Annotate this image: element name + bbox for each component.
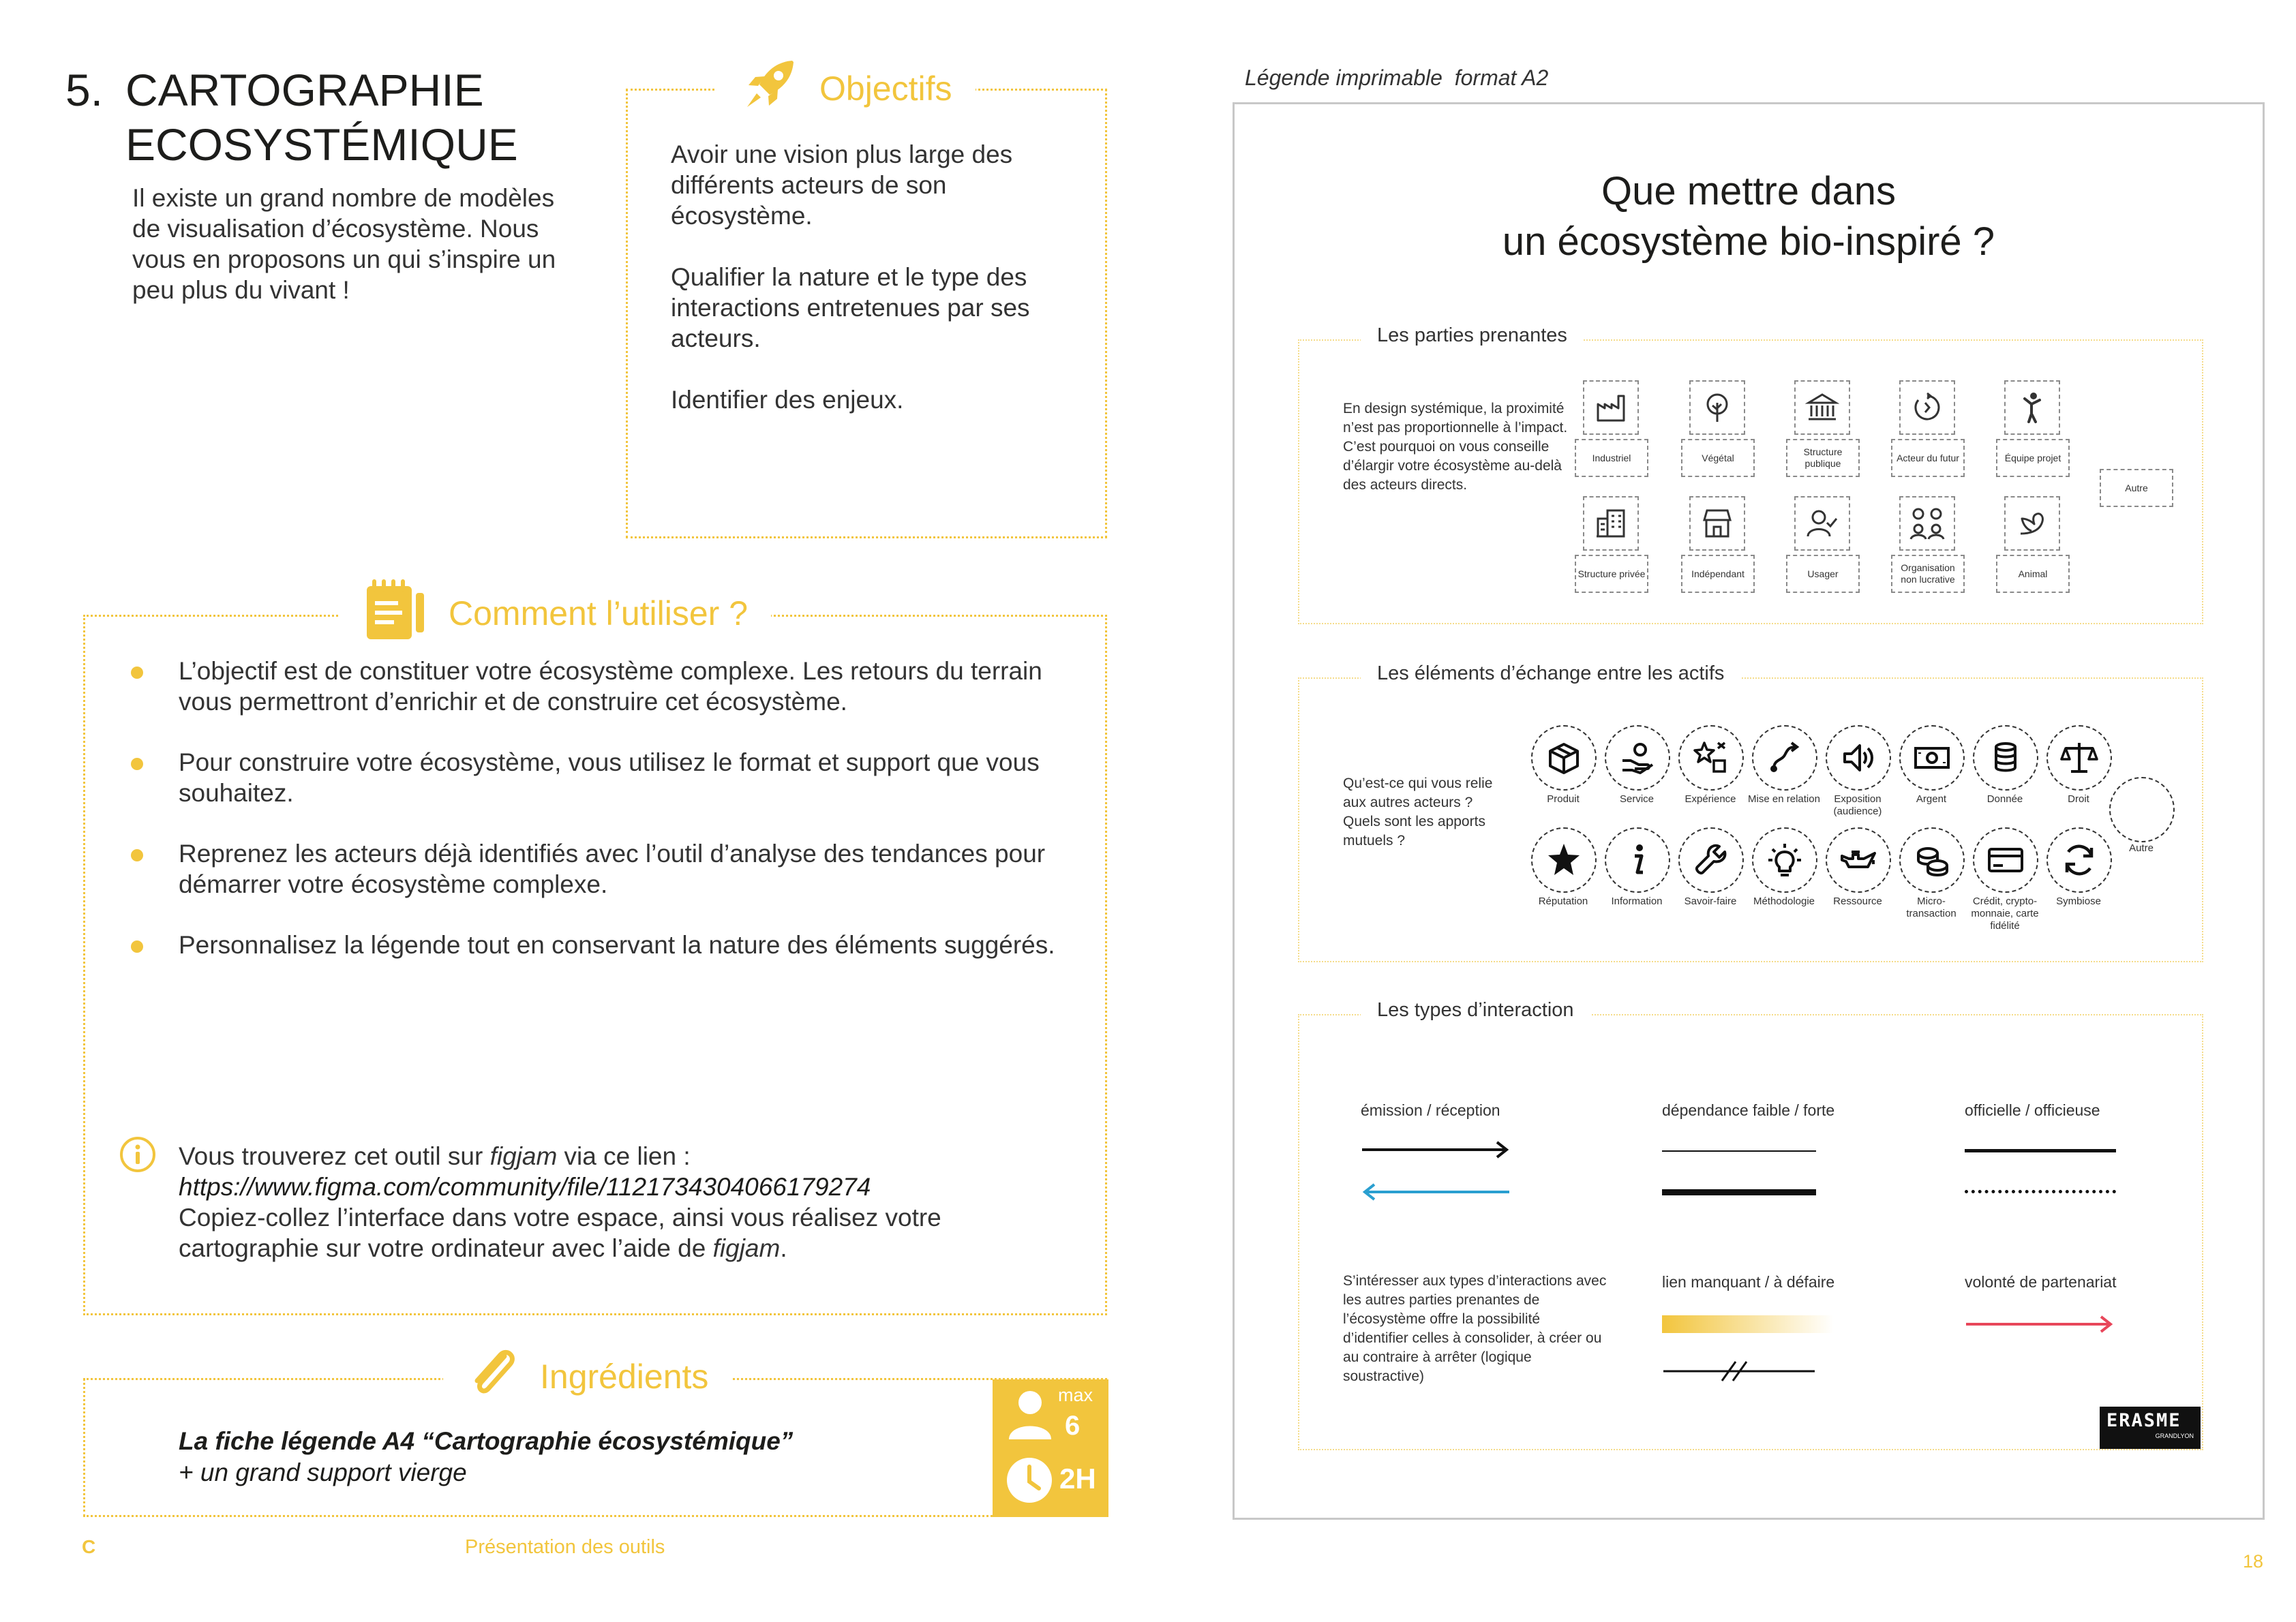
tree-icon <box>1700 391 1734 425</box>
information-circle <box>1605 827 1670 893</box>
info-line1-pre: Vous trouverez cet outil sur <box>179 1142 490 1170</box>
label-usager: Usager <box>1786 555 1860 593</box>
unofficial-line <box>1965 1190 2116 1193</box>
erasme-logo <box>2100 1407 2201 1449</box>
exchanges-description: Qu’est-ce qui vous relie aux autres acteurs ? Quels sont les apports mutuels ? <box>1343 776 1493 848</box>
cycle-icon <box>2061 842 2097 878</box>
strong-line <box>1662 1189 1816 1195</box>
label-acteur-futur: Acteur du futur <box>1891 439 1965 477</box>
building-icon-box <box>1583 496 1639 551</box>
label-structure-publique: Structure publique <box>1786 439 1860 477</box>
interactions-title: Les types d’interaction <box>1361 999 1590 1022</box>
methodologie-label: Méthodologie <box>1753 896 1815 907</box>
ressource-circle <box>1826 827 1891 893</box>
list-item: Reprenez les acteurs déjà identifiés avec l’outil d’analyse des tendances pour démarrer votre écosystème complexe. <box>83 838 1065 900</box>
bird-icon <box>2015 506 2049 540</box>
legend-heading <box>1233 166 2265 267</box>
building-icon <box>1594 506 1628 540</box>
produit-label: Produit <box>1547 793 1580 805</box>
objectifs-header <box>716 63 976 114</box>
partner-arrow <box>1965 1314 2115 1334</box>
scales-icon <box>2060 740 2098 776</box>
legend-heading-line2: un écosystème bio-inspiré ? <box>1502 219 1995 264</box>
undo-line <box>1662 1358 1816 1385</box>
exchanges-title: Les éléments d’échange entre les actifs <box>1361 662 1740 685</box>
info-line4-em: figjam <box>712 1234 781 1262</box>
objectifs-p2: Qualifier la nature et le type des interactions entretenues par ses acteurs. <box>671 263 1030 352</box>
ingredients-title: Ingrédients <box>540 1358 709 1396</box>
rocket-icon <box>739 54 800 123</box>
relation-circle <box>1752 725 1817 791</box>
team-person-icon <box>2015 391 2049 425</box>
donnee-label: Donnée <box>1987 793 2023 805</box>
page-number: 18 <box>2243 1551 2264 1572</box>
info-line1 <box>179 1141 1078 1172</box>
savoir-faire-label: Savoir-faire <box>1684 896 1737 907</box>
legend-heading-line1: Que mettre dans <box>1601 169 1896 213</box>
donnee-circle <box>1973 725 2038 791</box>
list-item: Pour construire votre écosystème, vous utilisez le format et support que vous souhaitez. <box>83 747 1065 808</box>
future-clock-icon-box <box>1899 380 1955 435</box>
service-label: Service <box>1619 793 1655 805</box>
interactions-description: S’intéresser aux types d’interactions avec les autres parties prenantes de l’écosystème offre la possibilité d’identifier celles à consolider, à créer ou au contraire à arrêter (logique soustractive) <box>1343 1273 1607 1384</box>
ingredients-line1: La fiche légende A4 “Cartographie écosystémique” <box>179 1427 794 1455</box>
autre-exchange-label: Autre <box>2129 842 2154 854</box>
info-line3: Copiez-collez l’interface dans votre espace, ainsi vous réalisez votre <box>179 1204 941 1231</box>
info-line1-em: figjam <box>489 1142 558 1170</box>
relation-label: Mise en relation <box>1748 793 1820 805</box>
usage-header <box>338 581 771 646</box>
info-line1-post: via ce lien : <box>557 1142 691 1170</box>
shop-icon <box>1700 506 1734 540</box>
usage-bullets <box>83 656 1065 990</box>
italic-info-icon <box>1620 842 1655 878</box>
stakeholders-title: Les parties prenantes <box>1361 324 1584 347</box>
exposition-circle <box>1826 725 1891 791</box>
paperclip-icon <box>466 1344 521 1409</box>
clock-icon <box>1005 1456 1054 1508</box>
intro-text: Il existe un grand nombre de modèles de visualisation d’écosystème. Nous vous en proposons un qui s’inspire un peu plus du vivant ! <box>132 184 556 304</box>
card-icon <box>1987 842 2025 878</box>
bulb-icon <box>1767 842 1802 878</box>
route-icon <box>1767 740 1802 776</box>
droit-label: Droit <box>2068 793 2089 805</box>
credit-circle <box>1973 827 2038 893</box>
reputation-circle <box>1531 827 1597 893</box>
footer-text: Présentation des outils <box>465 1536 665 1558</box>
star-icon <box>1545 841 1583 879</box>
usage-title: Comment l’utiliser ? <box>449 594 749 632</box>
savoir-faire-circle <box>1678 827 1744 893</box>
logo-text: ERASME <box>2106 1410 2181 1431</box>
weak-line <box>1662 1150 1816 1152</box>
credit-label: Crédit, crypto-monnaie, carte fidélité <box>1971 896 2039 932</box>
argent-circle <box>1899 725 1965 791</box>
oilcan-icon <box>1839 842 1877 878</box>
person-icon-box <box>2004 380 2060 435</box>
label-independant: Indépendant <box>1681 555 1755 593</box>
partner-label: volonté de partenariat <box>1965 1273 2117 1291</box>
stakeholders-description: En design systémique, la proximité n’est pas proportionnelle à l’impact. C’est pourquoi on vous conseille d’élargir votre écosystème au-delà des acteurs directs. <box>1343 401 1568 493</box>
emission-arrow <box>1361 1139 1511 1160</box>
emission-label: émission / réception <box>1361 1101 1500 1119</box>
page-title-line2: ECOSYSTÉMIQUE <box>125 119 518 170</box>
label-animal: Animal <box>1996 555 2070 593</box>
footer-letter: C <box>82 1536 96 1557</box>
coins-icon <box>1913 842 1951 878</box>
factory-icon-box <box>1583 380 1639 435</box>
label-autre-stakeholder: Autre <box>2100 469 2173 507</box>
ingredients-badge <box>993 1379 1108 1517</box>
person-icon <box>1006 1389 1054 1444</box>
duration: 2H <box>1059 1463 1096 1495</box>
symbiose-label: Symbiose <box>2056 896 2101 907</box>
reception-arrow <box>1361 1182 1511 1202</box>
bank-icon-box <box>1794 380 1850 435</box>
dependance-label: dépendance faible / forte <box>1662 1101 1835 1119</box>
objectifs-text <box>671 139 1080 415</box>
missing-label: lien manquant / à défaire <box>1662 1273 1835 1291</box>
info-line4-post: . <box>780 1234 787 1262</box>
objectifs-title: Objectifs <box>819 70 952 108</box>
info-line4 <box>179 1233 1078 1264</box>
info-text <box>179 1141 1078 1264</box>
reputation-label: Réputation <box>1538 896 1588 907</box>
user-check-icon <box>1805 506 1839 540</box>
service-circle <box>1605 725 1670 791</box>
figma-link[interactable]: https://www.figma.com/community/file/1121734304066179274 <box>179 1173 871 1201</box>
ressource-label: Ressource <box>1833 896 1882 907</box>
objectifs-p3: Identifier des enjeux. <box>671 386 904 414</box>
ingredients-line2: + un grand support vierge <box>179 1458 467 1486</box>
methodologie-circle <box>1752 827 1817 893</box>
ingredients-header <box>443 1348 731 1405</box>
info-line4-pre: cartographie sur votre ordinateur avec l’aide de <box>179 1234 713 1262</box>
wrench-icon <box>1693 842 1729 878</box>
autre-circle <box>2109 777 2175 842</box>
label-equipe-projet: Équipe projet <box>1996 439 2070 477</box>
page-title-line1: CARTOGRAPHIE <box>125 65 484 115</box>
information-label: Information <box>1611 896 1663 907</box>
droit-circle <box>2046 725 2112 791</box>
service-hand-icon <box>1620 740 1655 776</box>
experience-label: Expérience <box>1685 793 1736 805</box>
ingredients-text <box>179 1426 793 1488</box>
label-vegetal: Végétal <box>1681 439 1755 477</box>
speaker-icon <box>1841 740 1876 776</box>
section-number: 5. <box>65 65 104 115</box>
bird-icon-box <box>2004 496 2060 551</box>
label-organisation: Organisation non lucrative <box>1891 555 1965 593</box>
symbiose-circle <box>2046 827 2112 893</box>
box-icon <box>1546 740 1582 776</box>
exposition-label: Exposition (audience) <box>1833 793 1882 817</box>
list-item: L’objectif est de constituer votre écosystème complexe. Les retours du terrain vous permettront d’enrichir et de construire cet écosystème. <box>83 656 1065 717</box>
page-title <box>125 63 518 172</box>
user-check-icon-box <box>1794 496 1850 551</box>
max-label: max <box>1058 1385 1093 1405</box>
banknote-icon <box>1913 740 1951 776</box>
shop-icon-box <box>1689 496 1745 551</box>
produit-circle <box>1531 725 1597 791</box>
label-industriel: Industriel <box>1575 439 1648 477</box>
micro-transaction-circle <box>1899 827 1965 893</box>
experience-icon <box>1693 740 1729 776</box>
official-line <box>1965 1149 2116 1152</box>
legend-caption: Légende imprimable format A2 <box>1245 65 1549 90</box>
notepad-icon <box>361 577 429 650</box>
future-clock-icon <box>1910 391 1944 425</box>
database-icon <box>1988 740 2023 776</box>
missing-gradient-line <box>1662 1315 1834 1333</box>
micro-transaction-label: Micro-transaction <box>1906 896 1957 919</box>
max-value: 6 <box>1065 1411 1081 1441</box>
bank-icon <box>1805 391 1839 425</box>
objectifs-p1: Avoir une vision plus large des différents acteurs de son écosystème. <box>671 140 1013 230</box>
group-icon-box <box>1899 496 1955 551</box>
list-item: Personnalisez la légende tout en conservant la nature des éléments suggérés. <box>83 930 1065 960</box>
logo-sub: GRANDLYON <box>2155 1433 2194 1439</box>
argent-label: Argent <box>1916 793 1947 805</box>
officielle-label: officielle / officieuse <box>1965 1101 2100 1119</box>
label-structure-privee: Structure privée <box>1575 555 1648 593</box>
info-icon <box>119 1135 157 1177</box>
experience-circle <box>1678 725 1744 791</box>
group-icon <box>1908 506 1946 540</box>
tree-icon-box <box>1689 380 1745 435</box>
factory-icon <box>1594 391 1628 425</box>
